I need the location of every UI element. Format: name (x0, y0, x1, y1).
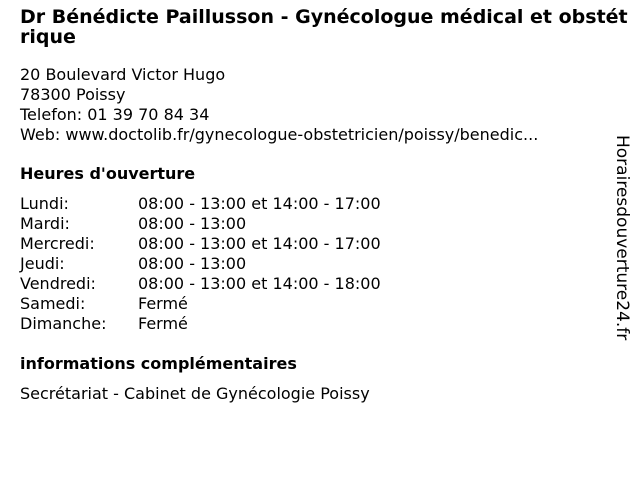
hours-row-thursday (20, 254, 440, 274)
page-title: Dr Bénédicte Paillusson - Gynécologue médical et obstétrique (20, 6, 628, 48)
website-link: Web: www.doctolib.fr/gynecologue-obstetricien/poissy/benedic... (20, 125, 539, 144)
hours-row-saturday (20, 294, 440, 314)
day-hours: 08:00 - 13:00 et 14:00 - 17:00 (138, 194, 381, 213)
contact-block (20, 65, 538, 145)
hours-row-friday (20, 274, 440, 294)
day-hours: 08:00 - 13:00 et 14:00 - 17:00 (138, 234, 381, 253)
day-hours: 08:00 - 13:00 et 14:00 - 18:00 (138, 274, 381, 293)
hours-row-tuesday (20, 214, 440, 234)
day-hours: Fermé (138, 294, 188, 313)
hours-row-wednesday (20, 234, 440, 254)
info-heading: informations complémentaires (20, 354, 297, 373)
day-label: Mercredi: (20, 234, 95, 253)
day-label: Lundi: (20, 194, 69, 213)
hours-heading: Heures d'ouverture (20, 164, 196, 183)
day-hours: 08:00 - 13:00 (138, 214, 247, 233)
day-label: Jeudi: (20, 254, 65, 273)
day-hours: Fermé (138, 314, 188, 333)
day-label: Vendredi: (20, 274, 96, 293)
day-label: Samedi: (20, 294, 86, 313)
site-watermark: Horairesdouverture24.fr (612, 135, 632, 341)
day-label: Dimanche: (20, 314, 107, 333)
day-label: Mardi: (20, 214, 70, 233)
address-city: 78300 Poissy (20, 85, 126, 104)
day-hours: 08:00 - 13:00 (138, 254, 247, 273)
hours-row-monday (20, 194, 440, 214)
hours-table (20, 194, 440, 334)
info-text: Secrétariat - Cabinet de Gynécologie Poissy (20, 384, 370, 403)
hours-row-sunday (20, 314, 440, 334)
phone-number: Telefon: 01 39 70 84 34 (20, 105, 210, 124)
address-street: 20 Boulevard Victor Hugo (20, 65, 226, 84)
